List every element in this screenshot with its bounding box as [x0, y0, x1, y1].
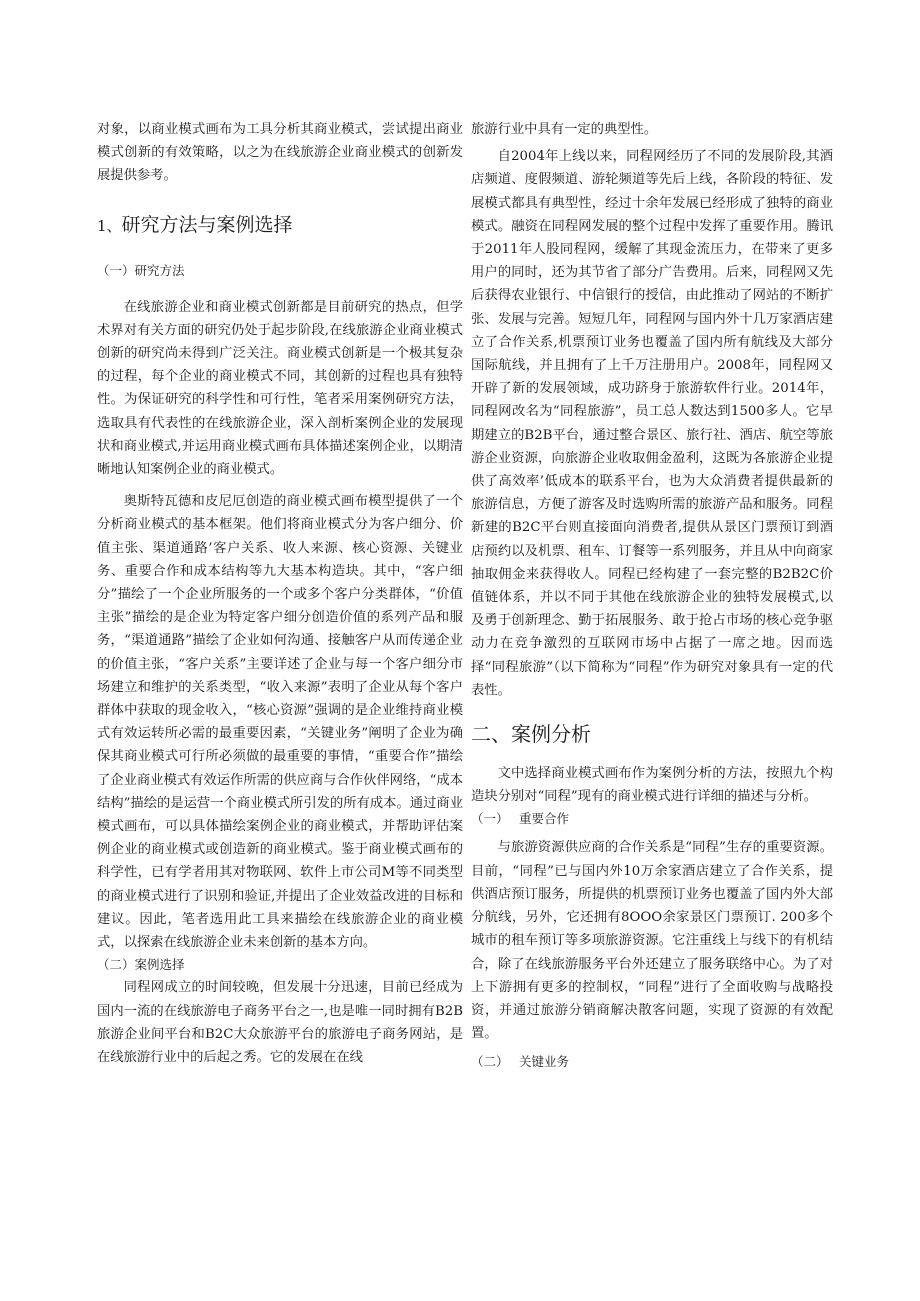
subsection-key-partners-number: （一）: [471, 811, 509, 827]
left-column: [97, 118, 463, 1069]
intro-paragraph-continuation: 对象，以商业模式画布为工具分析其商业模式，尝试提出商业模式创新的有效策略，以之为在线旅游企业商业模式的创新发展提供参考。: [97, 122, 463, 184]
section-1-heading: [97, 211, 463, 240]
subsection-key-activities-number: （二）: [471, 1054, 509, 1070]
paragraph-key-partners: 与旅游资源供应商的合作关系是“同程”生存的重要资源。目前，“同程”已与国内外10万余家酒店建立了合作关系，提供酒店预订服务，所提供的机票预订业务也覆盖了国内外大部分航线，另外，它还拥有8OOO余家景区门票预订. 200多个城市的租车预订等多项旅游资源。它注重线上与线下的有机结合，除了在线旅游服务平台外还建立了服务联络中心。为了对上下游拥有更多的控制权，“同程”进行了全面收购与战略投资，并通过旅游分销商解决散客问题，实现了资源的有效配置。: [471, 840, 833, 1042]
section-2-heading: 二、案例分析: [471, 722, 591, 747]
subsection-case-selection: （二）案例选择: [97, 957, 185, 973]
right-column: [471, 118, 833, 1073]
paragraph-business-model-canvas: 奥斯特瓦德和皮尼厄创造的商业模式画布模型提供了一个分析商业模式的基本框架。他们将商业模式分为客户细分、价值主张、渠道通路’客户关系、收人来源、核心资源、关键业务、重要合作和成本结构等九大基本构造块。其中，“客户细分”描绘了一个企业所服务的一个或多个客户分类群体，“价值主张”描绘的是企业为特定客户细分创造价值的系列产品和服务，“渠道通路”描绘了企业如何沟通、接触客户从而传递企业的价值主张，“客户关系”主要详述了企业与每一个客户细分市场建立和维护的关系类型，“收入来源”表明了企业从每个客户群体中获取的现金收入，“核心资源”强调的是企业维持商业模式有效运转所必需的最重要因素，“关键业务”阐明了企业为确保其商业模式可行所必须做的最重要的事情，“重要合作”描绘了企业商业模式有效运作所需的供应商与合作伙伴网络，“成本结构”描绘的是运营一个商业模式所引发的所有成本。通过商业模式画布，可以具体描绘案例企业的商业模式，并帮助评估案例企业的商业模式或创造新的商业模式。鉴于商业模式画布的科学性，已有学者用其对物联网、软件上市公司M等不同类型的商业模式进行了识别和验证,并提出了企业效益改进的目标和建议。因此，笔者选用此工具来描绘在线旅游企业的商业模式，以探索在线旅游企业未来创新的基本方向。: [97, 494, 463, 951]
paragraph-case-analysis-intro: 文中选择商业模式画布作为案例分析的方法，按照九个构造块分别对“同程”现有的商业模式进行详细的描述与分析。: [471, 766, 833, 805]
paragraph-company-history: 自2004年上线以来，同程网经历了不同的发展阶段,其酒店频道、度假频道、游轮频道等先后上线，各阶段的特征、发展模式都具有典型性，经过十余年发展已经形成了独特的商业模式。融资在同程网发展的整个过程中发挥了重要作用。腾讯于2011年人股同程网，缓解了其现金流压力，在带来了更多用户的同时，还为其节省了部分广告费用。后来，同程网又先后获得农业银行、中信银行的授信，由此推动了网站的不断扩张、发展与完善。短短几年，同程网与国内外十几万家酒店建立了合作关系,机票预订业务也覆盖了国内所有航线及大部分国际航线，并且拥有了上千万注册用户。2008年，同程网又开辟了新的发展领域，成功跻身于旅游软件行业。2014年，同程网改名为“同程旅游”，员工总人数达到1500多人。它早期建立的B2B平台，通过整合景区、旅行社、酒店、航空等旅游企业资源，向旅游企业收取佣金盈利，这既为各旅游企业提供了高效率’低成本的联系平台，也为大众消费者提供最新的旅游信息，方便了游客及时选购所需的旅游产品和服务。同程新建的B2C平台则直接面向消费者,提供从景区门票预订到酒店预约以及机票、租车、订餐等一系列服务，并且从中向商家抽取佣金来获得收人。同程已经构建了一套完整的B2B2C价值链体系，并以不同于其他在线旅游企业的独特发展模式,以及勇于创新理念、勤于拓展服务、敢于抢占市场的核心竞争驱动力在竞争激烈的互联网市场中占据了一席之地。因而选择“同程旅游”（以下简称为“同程”作为研究对象具有一定的代表性。: [471, 149, 833, 698]
subsection-key-activities: [471, 1051, 833, 1073]
subsection-key-partners: [471, 808, 833, 830]
subsection-key-partners-title: 重要合作: [519, 811, 570, 827]
section-1-title: 研究方法与案例选择: [121, 213, 293, 236]
paragraph-case-selection: 同程网成立的时间较晚，但发展十分迅速，目前已经成为国内一流的在线旅游电子商务平台之一,也是唯一同时拥有B2B旅游企业间平台和B2C大众旅游平台的旅游电子商务网站，是在线旅游行业中的后起之秀。它的发展在在线: [97, 980, 463, 1065]
subsection-research-method: （一）研究方法: [97, 262, 185, 278]
subsection-key-activities-title: 关键业务: [519, 1054, 570, 1070]
paragraph-research-method: 在线旅游企业和商业模式创新都是目前研究的热点，但学术界对有关方面的研究仍处于起步阶段,在线旅游企业商业模式创新的研究尚未得到广泛关注。商业模式创新是一个极其复杂的过程，每个企业的商业模式不同，其创新的过程也具有独特性。为保证研究的科学性和可行性，笔者采用案例研究方法，选取具有代表性的在线旅游企业，深入剖析案例企业的发展现状和商业模式,并运用商业模式画布具体描述案例企业，以期清晰地认知案例企业的商业模式。: [97, 299, 463, 478]
section-1-number: 1、: [97, 216, 122, 235]
case-selection-continuation: 旅游行业中具有一定的典型性。: [471, 122, 658, 137]
